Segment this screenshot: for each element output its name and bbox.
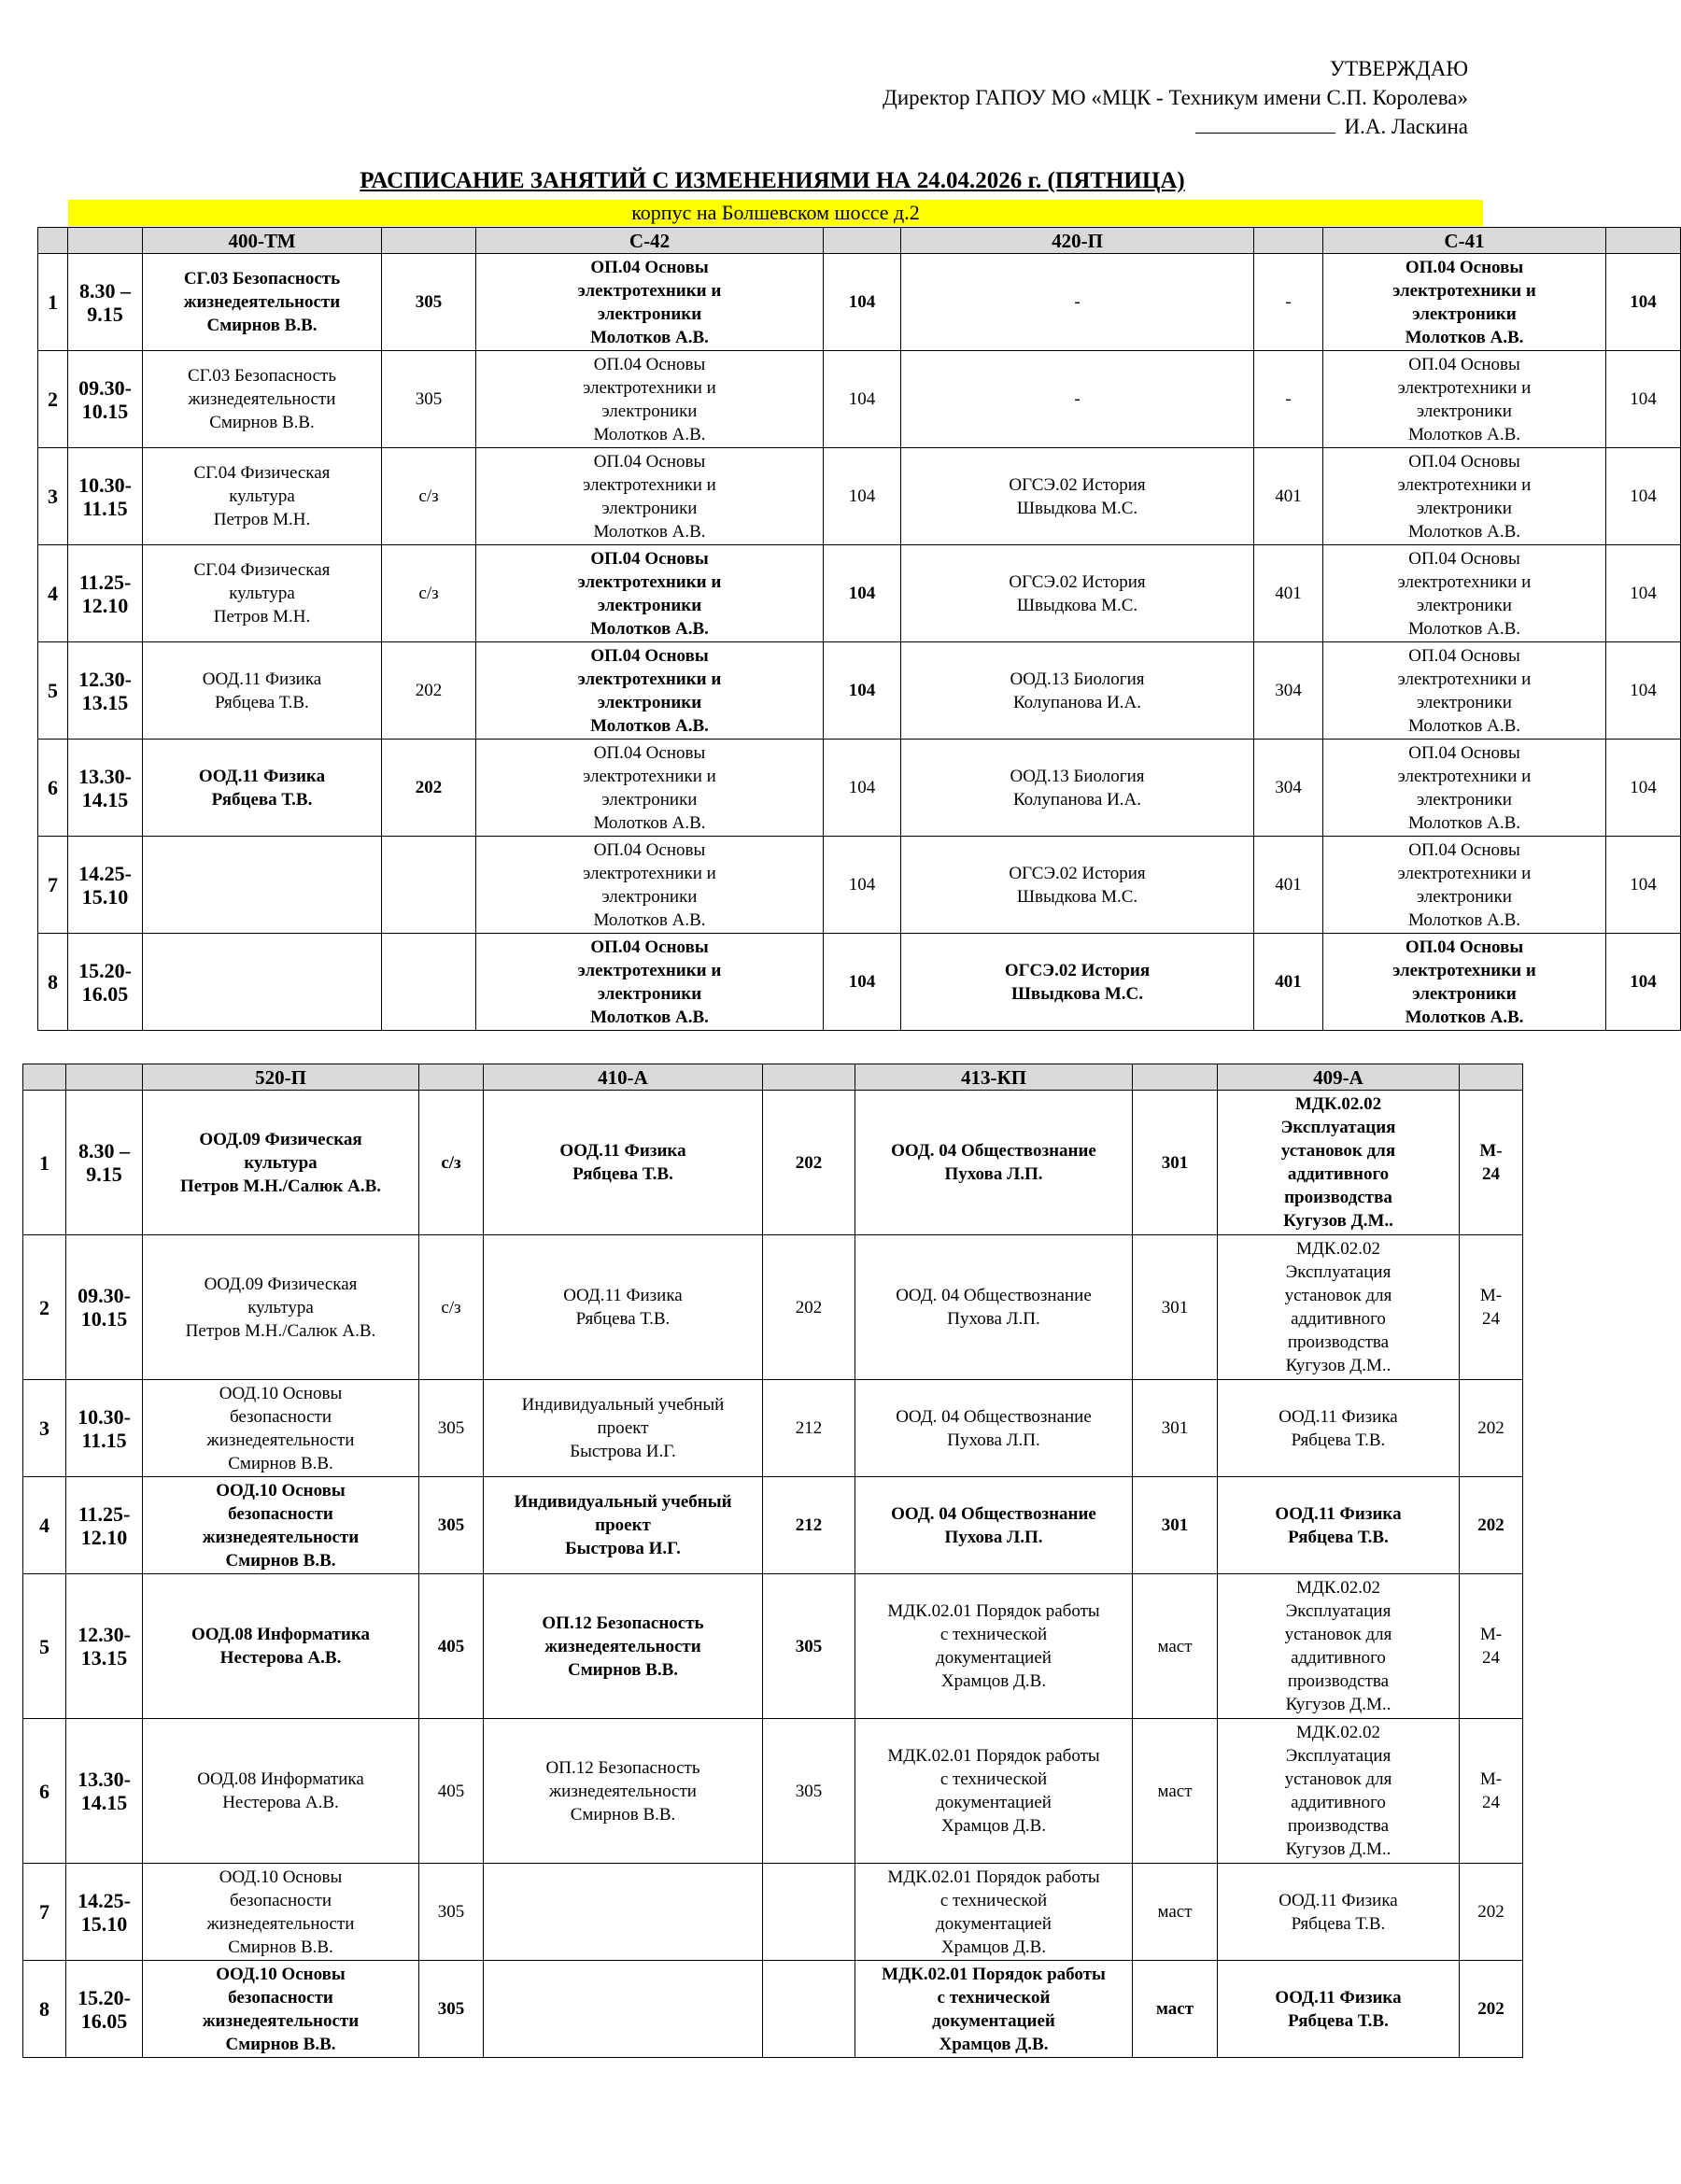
room-cell: 104	[1606, 837, 1681, 934]
signature-line	[883, 112, 1468, 141]
subject-cell: ОП.04 Основы электротехники и электроники Молотков А.В.	[1323, 934, 1606, 1031]
lesson-number: 7	[38, 837, 68, 934]
room-cell: 104	[824, 934, 901, 1031]
lesson-row	[23, 1864, 1523, 1961]
subject-cell: ООД.13 Биология Колупанова И.А.	[901, 642, 1254, 740]
subject-cell: ООД.11 Физика Рябцева Т.В.	[1218, 1380, 1460, 1477]
group-header: С-42	[476, 228, 824, 254]
group-header: 420-П	[901, 228, 1254, 254]
signature-name: И.А. Ласкина	[1344, 115, 1468, 138]
subject-cell: МДК.02.01 Порядок работы с технической документацией Храмцов Д.В.	[855, 1864, 1133, 1961]
lesson-time: 12.30- 13.15	[66, 1574, 143, 1719]
lesson-row	[23, 1235, 1523, 1380]
room-cell: 104	[824, 351, 901, 448]
group-header: 409-А	[1218, 1064, 1460, 1091]
lesson-time: 8.30 – 9.15	[68, 254, 143, 351]
subject-cell: ООД.08 Информатика Нестерова А.В.	[143, 1719, 419, 1864]
subject-cell: ОГСЭ.02 История Швыдкова М.С.	[901, 545, 1254, 642]
lesson-row	[38, 934, 1681, 1031]
room-cell: 401	[1254, 837, 1323, 934]
subject-cell: ОП.04 Основы электротехники и электроники Молотков А.В.	[476, 837, 824, 934]
room-cell: 202	[1460, 1380, 1523, 1477]
lesson-time: 11.25- 12.10	[68, 545, 143, 642]
header-blank-time	[66, 1064, 143, 1091]
room-cell: 104	[1606, 448, 1681, 545]
director-title: Директор ГАПОУ МО «МЦК - Техникум имени С.П. Королева»	[883, 86, 1468, 109]
subject-cell: ОГСЭ.02 История Швыдкова М.С.	[901, 934, 1254, 1031]
room-cell: 104	[824, 740, 901, 837]
subject-cell: ОП.04 Основы электротехники и электроники Молотков А.В.	[1323, 740, 1606, 837]
room-cell: маст	[1133, 1719, 1218, 1864]
subject-cell: ООД.11 Физика Рябцева Т.В.	[1218, 1961, 1460, 2058]
room-cell: с/з	[382, 448, 476, 545]
room-cell: 301	[1133, 1091, 1218, 1235]
room-cell: 104	[1606, 934, 1681, 1031]
room-cell: маст	[1133, 1864, 1218, 1961]
lesson-row	[38, 642, 1681, 740]
room-cell: 405	[419, 1574, 484, 1719]
lesson-row	[38, 740, 1681, 837]
subject-cell: ООД.09 Физическая культура Петров М.Н./Салюк А.В.	[143, 1235, 419, 1380]
lesson-number: 6	[23, 1719, 66, 1864]
subject-cell: ООД. 04 Обществознание Пухова Л.П.	[855, 1477, 1133, 1574]
lesson-time: 10.30- 11.15	[68, 448, 143, 545]
room-cell: с/з	[382, 545, 476, 642]
lesson-number: 4	[23, 1477, 66, 1574]
signature-blank	[1195, 114, 1335, 134]
subject-cell: ОП.12 Безопасность жизнедеятельности Смирнов В.В.	[484, 1574, 763, 1719]
lesson-number: 5	[23, 1574, 66, 1719]
room-cell: 305	[763, 1719, 855, 1864]
room-cell: с/з	[419, 1091, 484, 1235]
lesson-number: 6	[38, 740, 68, 837]
room-cell: М- 24	[1460, 1235, 1523, 1380]
group-header: 413-КП	[855, 1064, 1133, 1091]
subject-cell: ОП.04 Основы электротехники и электроники Молотков А.В.	[476, 740, 824, 837]
room-cell: 104	[824, 254, 901, 351]
group-header: С-41	[1323, 228, 1606, 254]
room-cell: 305	[419, 1864, 484, 1961]
subject-cell: -	[901, 351, 1254, 448]
room-header	[824, 228, 901, 254]
room-cell: маст	[1133, 1961, 1218, 2058]
lesson-number: 3	[23, 1380, 66, 1477]
room-cell: 305	[419, 1380, 484, 1477]
room-cell: 305	[419, 1961, 484, 2058]
room-cell: 401	[1254, 545, 1323, 642]
lesson-number: 1	[23, 1091, 66, 1235]
subject-cell: ОП.12 Безопасность жизнедеятельности Смирнов В.В.	[484, 1719, 763, 1864]
header-row	[23, 1064, 1523, 1091]
subject-cell: ОП.04 Основы электротехники и электроники Молотков А.В.	[476, 448, 824, 545]
lesson-time: 11.25- 12.10	[66, 1477, 143, 1574]
subject-cell: ОП.04 Основы электротехники и электроники Молотков А.В.	[476, 351, 824, 448]
group-header: 520-П	[143, 1064, 419, 1091]
lesson-row	[23, 1091, 1523, 1235]
subject-cell: ООД.10 Основы безопасности жизнедеятельности Смирнов В.В.	[143, 1961, 419, 2058]
room-cell: М- 24	[1460, 1574, 1523, 1719]
lesson-row	[38, 351, 1681, 448]
lesson-time: 12.30- 13.15	[68, 642, 143, 740]
room-cell: 104	[1606, 545, 1681, 642]
lesson-row	[38, 254, 1681, 351]
subject-cell: СГ.03 Безопасность жизнедеятельности Смирнов В.В.	[143, 351, 382, 448]
lesson-time: 15.20- 16.05	[68, 934, 143, 1031]
subject-cell: ООД. 04 Обществознание Пухова Л.П.	[855, 1091, 1133, 1235]
room-cell	[763, 1961, 855, 2058]
room-cell: 104	[824, 642, 901, 740]
subject-cell: ООД.10 Основы безопасности жизнедеятельности Смирнов В.В.	[143, 1380, 419, 1477]
header-blank-num	[38, 228, 68, 254]
room-cell: 304	[1254, 740, 1323, 837]
room-cell: 301	[1133, 1235, 1218, 1380]
schedule-table-1	[37, 227, 1681, 1031]
room-cell: М- 24	[1460, 1091, 1523, 1235]
room-cell: 212	[763, 1477, 855, 1574]
room-cell: -	[1254, 351, 1323, 448]
room-cell: 104	[824, 545, 901, 642]
subject-cell: ООД.13 Биология Колупанова И.А.	[901, 740, 1254, 837]
subject-cell: МДК.02.01 Порядок работы с технической документацией Храмцов Д.В.	[855, 1719, 1133, 1864]
subject-cell: ООД.10 Основы безопасности жизнедеятельности Смирнов В.В.	[143, 1864, 419, 1961]
room-cell: 202	[382, 642, 476, 740]
lesson-time: 13.30- 14.15	[66, 1719, 143, 1864]
subject-cell: ОП.04 Основы электротехники и электроники Молотков А.В.	[476, 254, 824, 351]
lesson-row	[23, 1574, 1523, 1719]
room-header	[1254, 228, 1323, 254]
lesson-time: 10.30- 11.15	[66, 1380, 143, 1477]
room-cell: 202	[1460, 1961, 1523, 2058]
lesson-number: 1	[38, 254, 68, 351]
lesson-row	[23, 1961, 1523, 2058]
header-blank-num	[23, 1064, 66, 1091]
group-header: 410-А	[484, 1064, 763, 1091]
subject-cell: МДК.02.02 Эксплуатация установок для аддитивного производства Кугузов Д.М..	[1218, 1235, 1460, 1380]
room-cell: 305	[382, 351, 476, 448]
room-cell: 104	[1606, 642, 1681, 740]
schedule-table-2	[22, 1064, 1523, 2058]
subject-cell: МДК.02.01 Порядок работы с технической документацией Храмцов Д.В.	[855, 1961, 1133, 2058]
subject-cell: ООД.11 Физика Рябцева Т.В.	[143, 740, 382, 837]
lesson-row	[38, 545, 1681, 642]
room-cell: 305	[419, 1477, 484, 1574]
room-cell: 304	[1254, 642, 1323, 740]
subject-cell: Индивидуальный учебный проект Быстрова И.Г.	[484, 1477, 763, 1574]
subject-cell	[143, 934, 382, 1031]
subject-cell: МДК.02.02 Эксплуатация установок для аддитивного производства Кугузов Д.М..	[1218, 1719, 1460, 1864]
room-cell: 401	[1254, 934, 1323, 1031]
subject-cell	[484, 1864, 763, 1961]
room-cell: 104	[824, 448, 901, 545]
subject-cell: ОП.04 Основы электротехники и электроники Молотков А.В.	[1323, 351, 1606, 448]
room-cell: 104	[824, 837, 901, 934]
room-cell: 212	[763, 1380, 855, 1477]
lesson-time: 14.25- 15.10	[66, 1864, 143, 1961]
subject-cell: ООД.08 Информатика Нестерова А.В.	[143, 1574, 419, 1719]
subject-cell: ОП.04 Основы электротехники и электроники Молотков А.В.	[1323, 642, 1606, 740]
room-cell	[763, 1864, 855, 1961]
lesson-number: 8	[38, 934, 68, 1031]
group-header: 400-ТМ	[143, 228, 382, 254]
room-cell: 202	[763, 1091, 855, 1235]
subject-cell: Индивидуальный учебный проект Быстрова И.Г.	[484, 1380, 763, 1477]
subject-cell: МДК.02.02 Эксплуатация установок для аддитивного производства Кугузов Д.М..	[1218, 1091, 1460, 1235]
approve-heading: УТВЕРЖДАЮ	[1329, 57, 1468, 80]
subject-cell: СГ.04 Физическая культура Петров М.Н.	[143, 448, 382, 545]
subject-cell: ООД. 04 Обществознание Пухова Л.П.	[855, 1380, 1133, 1477]
subject-cell: ООД.11 Физика Рябцева Т.В.	[484, 1091, 763, 1235]
subject-cell: ОГСЭ.02 История Швыдкова М.С.	[901, 448, 1254, 545]
lesson-number: 7	[23, 1864, 66, 1961]
corpus-banner: корпус на Болшевском шоссе д.2	[68, 200, 1483, 226]
room-header	[419, 1064, 484, 1091]
room-cell	[382, 934, 476, 1031]
room-cell: 305	[382, 254, 476, 351]
room-cell: 202	[763, 1235, 855, 1380]
room-cell: -	[1254, 254, 1323, 351]
subject-cell: ОП.04 Основы электротехники и электроники Молотков А.В.	[476, 642, 824, 740]
lesson-row	[23, 1719, 1523, 1864]
lesson-time: 8.30 – 9.15	[66, 1091, 143, 1235]
room-cell: 305	[763, 1574, 855, 1719]
room-cell: маст	[1133, 1574, 1218, 1719]
subject-cell: СГ.04 Физическая культура Петров М.Н.	[143, 545, 382, 642]
header-row	[38, 228, 1681, 254]
room-header	[1606, 228, 1681, 254]
subject-cell: МДК.02.02 Эксплуатация установок для аддитивного производства Кугузов Д.М..	[1218, 1574, 1460, 1719]
lesson-number: 2	[38, 351, 68, 448]
room-cell	[382, 837, 476, 934]
subject-cell: ООД.11 Физика Рябцева Т.В.	[1218, 1864, 1460, 1961]
approval-block	[883, 54, 1468, 141]
room-header	[1460, 1064, 1523, 1091]
lesson-time: 09.30- 10.15	[68, 351, 143, 448]
room-header	[763, 1064, 855, 1091]
lesson-time: 15.20- 16.05	[66, 1961, 143, 2058]
subject-cell: ООД.11 Физика Рябцева Т.В.	[1218, 1477, 1460, 1574]
subject-cell: ОП.04 Основы электротехники и электроники Молотков А.В.	[1323, 448, 1606, 545]
subject-cell: МДК.02.01 Порядок работы с технической документацией Храмцов Д.В.	[855, 1574, 1133, 1719]
room-header	[382, 228, 476, 254]
room-cell: 401	[1254, 448, 1323, 545]
room-cell: 202	[1460, 1477, 1523, 1574]
lesson-number: 4	[38, 545, 68, 642]
subject-cell: ОП.04 Основы электротехники и электроники Молотков А.В.	[1323, 254, 1606, 351]
subject-cell	[143, 837, 382, 934]
lesson-number: 3	[38, 448, 68, 545]
room-cell: 301	[1133, 1477, 1218, 1574]
subject-cell: ОП.04 Основы электротехники и электроники Молотков А.В.	[476, 545, 824, 642]
subject-cell: СГ.03 Безопасность жизнедеятельности Смирнов В.В.	[143, 254, 382, 351]
room-cell: с/з	[419, 1235, 484, 1380]
lesson-number: 5	[38, 642, 68, 740]
lesson-row	[23, 1380, 1523, 1477]
room-cell: 104	[1606, 254, 1681, 351]
lesson-time: 14.25- 15.10	[68, 837, 143, 934]
room-header	[1133, 1064, 1218, 1091]
lesson-row	[38, 837, 1681, 934]
lesson-row	[23, 1477, 1523, 1574]
subject-cell: ООД.10 Основы безопасности жизнедеятельности Смирнов В.В.	[143, 1477, 419, 1574]
room-cell: 202	[382, 740, 476, 837]
room-cell: М- 24	[1460, 1719, 1523, 1864]
subject-cell: ОГСЭ.02 История Швыдкова М.С.	[901, 837, 1254, 934]
subject-cell: ООД.11 Физика Рябцева Т.В.	[484, 1235, 763, 1380]
subject-cell: ООД. 04 Обществознание Пухова Л.П.	[855, 1235, 1133, 1380]
subject-cell: -	[901, 254, 1254, 351]
room-cell: 202	[1460, 1864, 1523, 1961]
header-blank-time	[68, 228, 143, 254]
lesson-number: 2	[23, 1235, 66, 1380]
room-cell: 301	[1133, 1380, 1218, 1477]
subject-cell: ООД.09 Физическая культура Петров М.Н./Салюк А.В.	[143, 1091, 419, 1235]
lesson-row	[38, 448, 1681, 545]
room-cell: 104	[1606, 740, 1681, 837]
lesson-number: 8	[23, 1961, 66, 2058]
subject-cell: ОП.04 Основы электротехники и электроники Молотков А.В.	[1323, 837, 1606, 934]
page-title: РАСПИСАНИЕ ЗАНЯТИЙ С ИЗМЕНЕНИЯМИ НА 24.04.2026 г. (ПЯТНИЦА)	[360, 168, 1185, 193]
subject-cell: ОП.04 Основы электротехники и электроники Молотков А.В.	[1323, 545, 1606, 642]
subject-cell: ООД.11 Физика Рябцева Т.В.	[143, 642, 382, 740]
room-cell: 405	[419, 1719, 484, 1864]
room-cell: 104	[1606, 351, 1681, 448]
subject-cell: ОП.04 Основы электротехники и электроники Молотков А.В.	[476, 934, 824, 1031]
lesson-time: 13.30- 14.15	[68, 740, 143, 837]
subject-cell	[484, 1961, 763, 2058]
lesson-time: 09.30- 10.15	[66, 1235, 143, 1380]
